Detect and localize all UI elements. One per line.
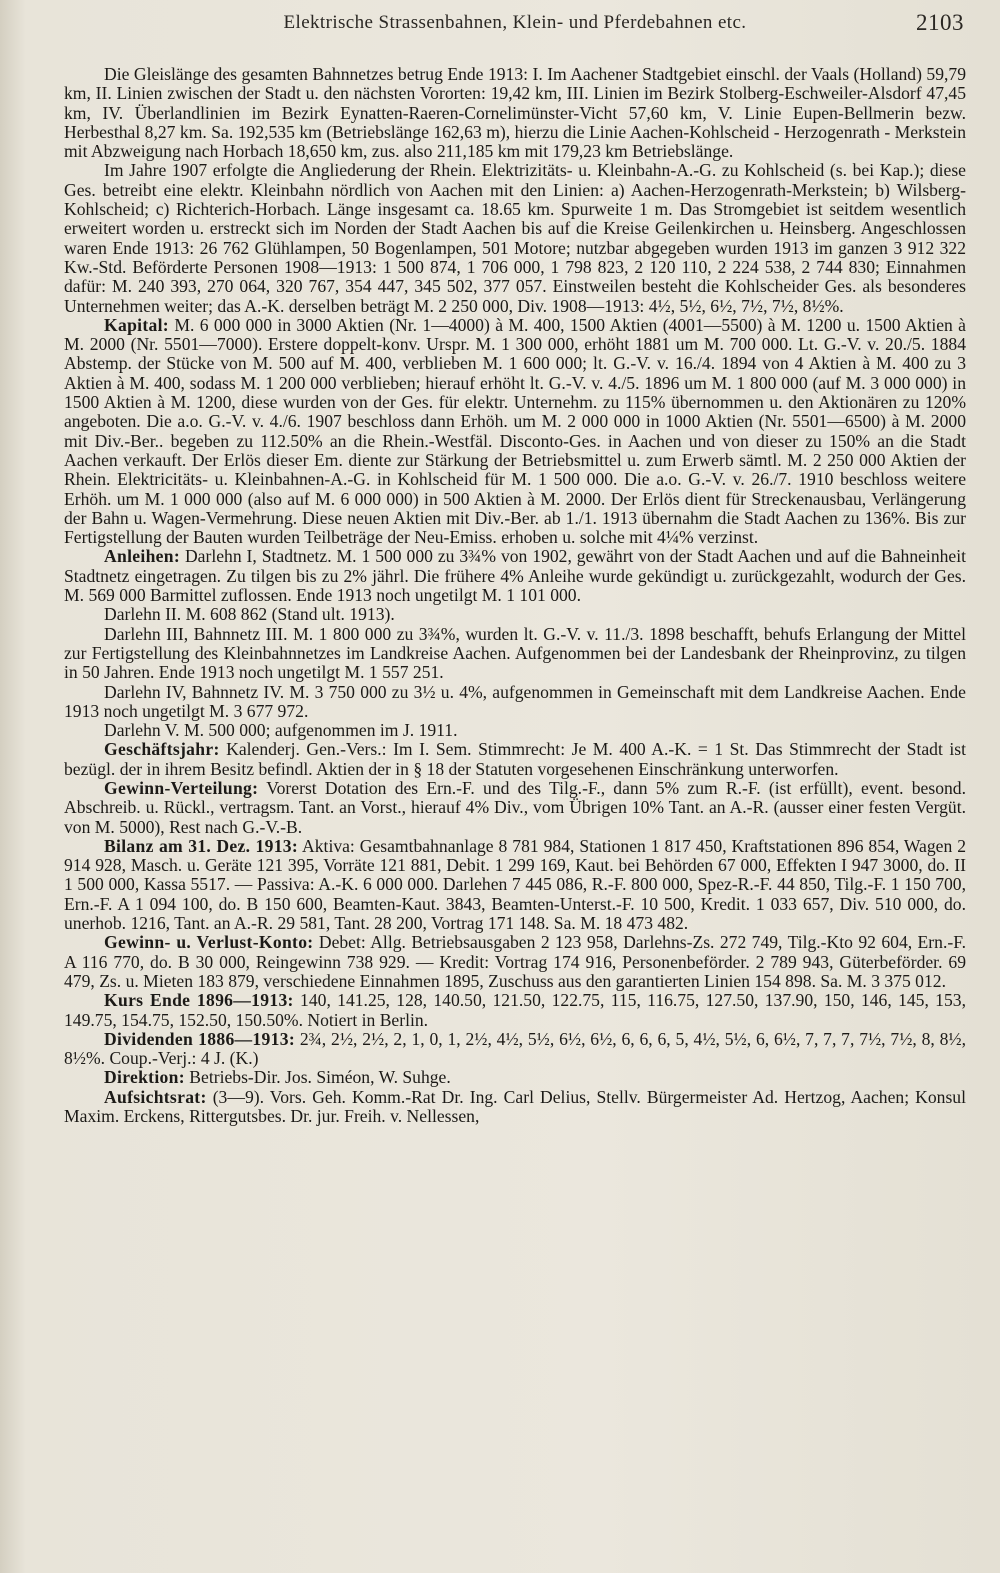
- paragraph-gewinn-verlust: Gewinn- u. Verlust-Konto: Debet: Allg. Betriebsausgaben 2 123 958, Darlehns-Zs. 272 749, Tilg.-Kto 92 604, Ern.-F. A 116 770, do. B 30 000, Reingewinn 738 929. — Kredit: Vortrag 174 916, Personenbeförder. 2 789 943, Güterbeförder. 69 479, Zs. u. Mieten 183 879, verschiedene Einnahmen 1895, Zuschuss aus den garantierten Linien 154 898. Sa. M. 3 375 012.: [64, 932, 966, 991]
- paragraph-gewinn-verteilung: Gewinn-Verteilung: Vorerst Dotation des Ern.-F. und des Tilg.-F., dann 5% zum R.-F. (ist erfüllt), event. besond. Abschreib. u. Rückl., vertragsm. Tant. an Vorst., hierauf 4% Div., vom Übrigen 10% Tant. an A.-R. (ausser einer festen Vergüt. von M. 5000), Rest nach G.-V.-B.: [64, 777, 966, 837]
- paragraph-darlehn-4: Darlehn IV, Bahnnetz IV. M. 3 750 000 zu 3½ u. 4%, aufgenommen in Gemeinschaft mit dem Landkreise Aachen. Ende 1913 noch ungetilgt M. 3 677 972.: [64, 681, 966, 721]
- section-label-aufsichtsrat: Aufsichtsrat:: [104, 1086, 207, 1107]
- paragraph-dividenden: Dividenden 1886—1913: 2¾, 2½, 2½, 2, 1, 0, 1, 2½, 4½, 5½, 6½, 6½, 6, 6, 6, 5, 4½, 5½, 6, 6½, 7, 7, 7, 7½, 7½, 8, 8½, 8½%. Coup.-Verj.: 4 J. (K.): [64, 1028, 967, 1069]
- paragraph-geschaeftsjahr: Geschäftsjahr: Kalenderj. Gen.-Vers.: Im I. Sem. Stimmrecht: Je M. 400 A.-K. = 1 St. Das Stimmrecht der Stadt ist bezügl. der in ihrem Besitz befindl. Aktien der in § 18 der Statuten vorgesehenen Einschränkung unterworfen.: [64, 739, 966, 779]
- section-label-kurs: Kurs Ende 1896—1913:: [104, 990, 294, 1011]
- paragraph-darlehn-3: Darlehn III, Bahnnetz III. M. 1 800 000 zu 3¾%, wurden lt. G.-V. v. 11./3. 1898 beschafft, behufs Erlangung der Mittel zur Fertigstellung des Kleinbahnnetzes im Landkreise Aachen. Aufgenommen bei der Landesbank der Rheinprovinz, zu tilgen in 50 Jahren. Ende 1913 noch ungetilgt M. 1 557 251.: [64, 623, 966, 683]
- paragraph-gleislaenge: Die Gleislänge des gesamten Bahnnetzes betrug Ende 1913: I. Im Aachener Stadtgebiet einschl. der Vaals (Holland) 59,79 km, II. Linien zwischen der Stadt u. den nächsten Vororten: 19,42 km, III. Linien im Bezirk Stolberg-Eschweiler-Alsdorf 47,45 km, IV. Überlandlinien im Bezirk Eynatten-Raeren-Cornelimünster-Vicht 57,60 km, V. Linie Eupen-Bellmerin bezw. Herbesthal 8,27 km. Sa. 192,535 km (Betriebslänge 162,63 m), hierzu die Linie Aachen-Kohlscheid - Herzogenrath - Merkstein mit Abzweigung nach Horbach 18,650 km, zus. also 211,185 km mit 179,23 km Betriebslänge.: [64, 64, 966, 162]
- paragraph-kapital: Kapital: M. 6 000 000 in 3000 Aktien (Nr. 1—4000) à M. 400, 1500 Aktien (4001—5500) à M. 1200 u. 1500 Aktien à M. 2000 (Nr. 5501—7000). Erstere doppelt-konv. Urspr. M. 1 300 000, erhöht 1881 um M. 700 000. Lt. G.-V. v. 20./5. 1884 Abstemp. der Stücke von M. 500 auf M. 400, verblieben M. 1 600 000; lt. G.-V. v. 16./4. 1894 von 4 Aktien à M. 400 zu 3 Aktien à M. 400, sodass M. 1 200 000 verblieben; hierauf erhöht lt. G.-V. v. 4./5. 1896 um M. 1 800 000 (auf M. 3 000 000) in 1500 Aktien à M. 1200, diese wurden von der Ges. für elektr. Unternehm. zu 115% übernommen u. den Aktionären zu 120% angeboten. Die a.o. G.-V. v. 4./6. 1907 beschloss dann Erhöh. um M. 2 000 000 in 1000 Aktien (Nr. 5501—6500) à M. 2000 mit Div.-Ber.. begeben zu 112.50% an die Rhein.-Westfäl. Disconto-Ges. in Aachen und von dieser zu 150% an die Stadt Aachen verkauft. Der Erlös dieser Em. diente zur Stärkung der Betriebsmittel u. zum Erwerb sämtl. M. 2 250 000 Aktien der Rhein. Elektricitäts- u. Kleinbahnen-A.-G. in Kohlscheid für M. 1 500 000. Die a.o. G.-V. v. 26./7. 1910 beschloss weitere Erhöh. um M. 1 000 000 (also auf M. 6 000 000) in 500 Aktien à M. 2000. Der Erlös dient für Streckenausbau, Verlängerung der Bahn u. Wagen-Vermehrung. Diese neuen Aktien mit Div.-Ber. ab 1./1. 1913 übernahm die Stadt Aachen zu 136%. Bis zur Fertigstellung der Bauten wurden Teilbeträge der Neu-Emiss. erhoben u. solche mit 4¼% verzinst.: [64, 314, 966, 548]
- body-text: [64, 65, 966, 1126]
- section-label-direktion: Direktion:: [104, 1067, 185, 1088]
- page-number: 2103: [916, 10, 964, 35]
- section-label-gewinn-verteilung: Gewinn-Verteilung:: [104, 777, 259, 798]
- paragraph-bilanz: Bilanz am 31. Dez. 1913: Aktiva: Gesamtbahnanlage 8 781 984, Stationen 1 817 450, Kraftstationen 896 854, Wagen 2 914 928, Masch. u. Geräte 121 395, Vorräte 121 881, Debit. 1 299 169, Kaut. bei Behörden 67 000, Effekten I 947 3000, do. II 1 500 000, Kassa 5517. — Passiva: A.-K. 6 000 000. Darlehen 7 445 086, R.-F. 800 000, Spez-R.-F. 44 850, Tilg.-F. 1 150 700, Ern.-F. A 1 094 100, do. B 150 600, Beamten-Kaut. 3843, Beamten-Unterst.-F. 10 500, Kredit. 1 033 657, Div. 510 000, do. unerhob. 1216, Tant. an A.-R. 29 581, Tant. 28 200, Vortrag 171 148. Sa. M. 18 473 482.: [64, 835, 966, 934]
- paragraph-direktion: Direktion: Betriebs-Dir. Jos. Siméon, W. Suhge.: [104, 1067, 451, 1088]
- page-header: [64, 6, 966, 40]
- section-label-anleihen: Anleihen:: [104, 546, 181, 567]
- paragraph-kurs: Kurs Ende 1896—1913: 140, 141.25, 128, 140.50, 121.50, 122.75, 115, 116.75, 127.50, 137.90, 150, 146, 145, 153, 149.75, 154.75, 152.50, 150.50%. Notiert in Berlin.: [64, 990, 966, 1030]
- section-label-geschaeftsjahr: Geschäftsjahr:: [104, 739, 220, 760]
- section-label-dividenden: Dividenden 1886—1913:: [104, 1028, 295, 1049]
- paragraph-darlehn-5: Darlehn V. M. 500 000; aufgenommen im J. 1911.: [104, 720, 458, 741]
- paragraph-anleihen: Anleihen: Darlehn I, Stadtnetz. M. 1 500 000 zu 3¾% von 1902, gewährt von der Stadt Aachen und auf die Bahneinheit Stadtnetz eingetragen. Zu tilgen bis zu 2% jährl. Die frühere 4% Anleihe wurde gekündigt u. zurückgezahlt, wodurch der Ges. M. 569 000 Barmittel zuflossen. Ende 1913 noch ungetilgt M. 1 101 000.: [64, 546, 967, 606]
- paragraph-angliederung: Im Jahre 1907 erfolgte die Angliederung der Rhein. Elektrizitäts- u. Kleinbahn-A.-G. zu Kohlscheid (s. bei Kap.); diese Ges. betreibt eine elektr. Kleinbahn nördlich von Aachen mit den Linien: a) Aachen-Herzogenrath-Merkstein; b) Wilsberg-Kohlscheid; c) Richterich-Horbach. Länge insgesamt ca. 18.65 km. Spurweite 1 m. Das Stromgebiet ist seitdem wesentlich erweitert worden u. erstreckt sich im Norden der Stadt Aachen bis auf die Kreise Geilenkirchen u. Heinsberg. Angeschlossen waren Ende 1913: 26 762 Glühlampen, 50 Bogenlampen, 501 Motore; nutzbar abgegeben wurden 1913 im ganzen 3 912 322 Kw.-Std. Beförderte Personen 1908—1913: 1 500 874, 1 706 000, 1 798 823, 2 120 110, 2 224 538, 2 744 830; Einnahmen dafür: M. 240 393, 270 064, 320 767, 354 447, 345 502, 377 057. Einstweilen besteht die Kohlscheider Ges. als besonderes Unternehmen weiter; das A.-K. derselben beträgt M. 2 250 000, Div. 1908—1913: 4½, 5½, 6½, 7½, 7½, 8½%.: [64, 160, 966, 316]
- section-label-gewinn-verlust: Gewinn- u. Verlust-Konto:: [104, 932, 314, 953]
- paragraph-aufsichtsrat: Aufsichtsrat: (3—9). Vors. Geh. Komm.-Rat Dr. Ing. Carl Delius, Stellv. Bürgermeister Ad. Hertzog, Aachen; Konsul Maxim. Erckens, Rittergutsbes. Dr. jur. Freih. v. Nellessen,: [64, 1086, 966, 1127]
- running-title: Elektrische Strassenbahnen, Klein- und Pferdebahnen etc.: [283, 12, 747, 33]
- paragraph-darlehn-2: Darlehn II. M. 608 862 (Stand ult. 1913).: [104, 604, 395, 625]
- section-label-kapital: Kapital:: [104, 314, 169, 335]
- section-label-bilanz: Bilanz am 31. Dez. 1913:: [104, 835, 299, 856]
